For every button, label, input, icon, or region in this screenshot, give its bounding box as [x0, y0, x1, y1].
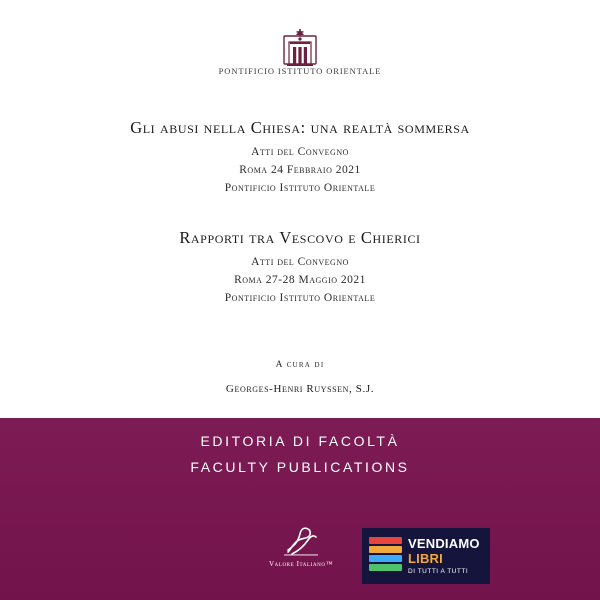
series-title-italian: EDITORIA DI FACOLTÀ — [200, 433, 400, 449]
editor-label: A cura di — [275, 360, 325, 370]
publisher-name: Valore Italiano™ — [268, 560, 334, 568]
sticker-line-2: LIBRI — [408, 550, 443, 566]
series-title-english: FACULTY PUBLICATIONS — [190, 459, 410, 475]
publisher-logo — [262, 524, 340, 568]
sticker-text — [408, 537, 490, 576]
stacked-books-icon — [362, 528, 408, 584]
sticker-line-3: DI TUTTI A TUTTI — [408, 567, 469, 575]
work-subtitle-2-line-3: Pontificio Istituto Orientale — [224, 292, 376, 304]
editor-name: Georges-Henri Ruyssen, S.J. — [225, 383, 375, 395]
work-title-2: Rapporti tra Vescovo e Chierici — [179, 228, 421, 247]
work-title-1: Gli abusi nella Chiesa: una realtà sommersa — [130, 118, 470, 137]
valore-italiano-monogram-icon — [278, 524, 324, 558]
work-subtitle-1-line-2: Roma 24 Febbraio 2021 — [239, 164, 361, 176]
work-subtitle-1-line-1: Atti del Convegno — [251, 146, 349, 158]
vendiamo-libri-sticker — [362, 528, 490, 584]
work-subtitle-2-line-2: Roma 27-28 Maggio 2021 — [234, 274, 366, 286]
sticker-line-1: VENDIAMO — [408, 535, 480, 551]
institute-name: PONTIFICIO ISTITUTO ORIENTALE — [218, 66, 382, 76]
series-band — [0, 418, 600, 600]
work-subtitle-1-line-3: Pontificio Istituto Orientale — [224, 182, 376, 194]
work-subtitle-2-line-1: Atti del Convegno — [251, 256, 349, 268]
